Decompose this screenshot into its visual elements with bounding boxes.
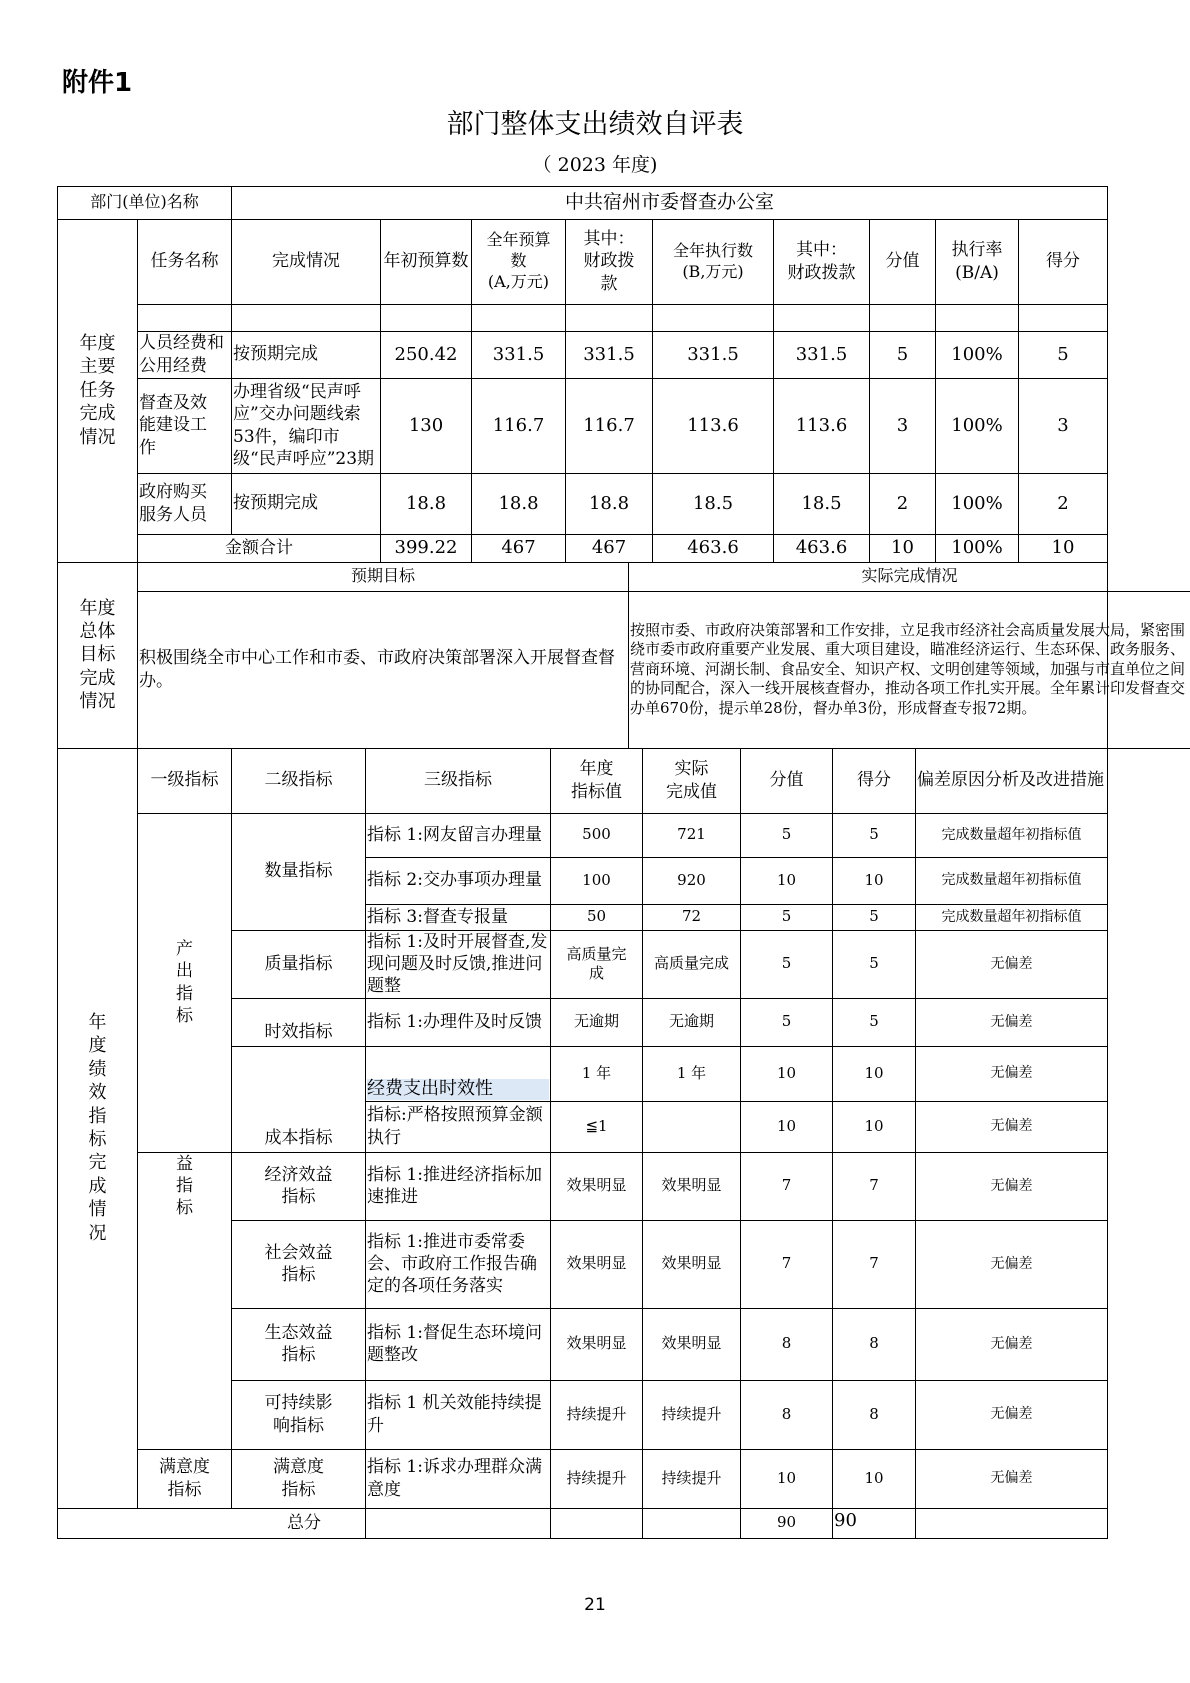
- table-rule: [642, 748, 643, 1539]
- task-row-1-task-name: 人员经费和 公用经费: [139, 333, 224, 376]
- indicator-row-12-weight: 10: [776, 1468, 797, 1487]
- actual-completion-header: 实际完成情况: [861, 566, 958, 586]
- main-tasks-section-label: 年度 主要 任务 完成 情况: [79, 333, 116, 448]
- table-rule: [471, 219, 472, 535]
- indicator-row-1-indicator: 指标 1:网友留言办理量: [367, 824, 542, 845]
- indicator-row-11-score: 8: [869, 1404, 879, 1423]
- table-rule: [57, 1538, 1108, 1539]
- indicator-row-12-deviation: 无偏差: [990, 1470, 1033, 1487]
- indicator-header-level3: 三级指标: [424, 770, 492, 791]
- indicator-row-2-actual: 920: [677, 870, 706, 889]
- indicator-row-1-actual: 721: [677, 825, 706, 844]
- task-row-3-annual-budget-fiscal: 18.8: [588, 492, 630, 514]
- indicator-row-7-target: ≦1: [585, 1116, 608, 1135]
- indicator-row-7-weight: 10: [776, 1116, 797, 1135]
- page-number: 21: [584, 1595, 606, 1615]
- indicator-row-8-target: 效果明显: [566, 1176, 627, 1195]
- task-row-3-score: 2: [1057, 492, 1069, 514]
- table-rule: [915, 748, 916, 1539]
- indicator-header-deviation-analysis: 偏差原因分析及改进措施: [917, 770, 1104, 791]
- header-score-weight: 分值: [885, 251, 920, 272]
- indicator-row-1-deviation: 完成数量超年初指标值: [941, 826, 1082, 843]
- header-execution-fiscal: 其中： 财政拨款: [787, 240, 856, 283]
- expected-goal-text: 积极围绕全市中心工作和市委、市政府决策部署深入开展督查督办。: [139, 648, 615, 691]
- indicator-row-1-weight: 5: [781, 825, 792, 844]
- table-rule: [652, 219, 653, 535]
- task-row-2-task-name: 督查及效 能建设工 作: [139, 393, 207, 458]
- performance-section-label: 年 度 绩 效 指 标 完 成 情 况: [88, 1012, 107, 1244]
- task-row-2-initial-budget: 130: [408, 414, 444, 436]
- header-annual-budget-fiscal: 其中： 财政拨 款: [583, 229, 635, 294]
- header-completion: 完成情况: [272, 251, 340, 272]
- table-rule: [869, 219, 870, 535]
- table-rule: [565, 534, 566, 563]
- indicator-row-10-score: 8: [869, 1334, 879, 1353]
- indicator-row-6-actual: 1 年: [676, 1063, 707, 1082]
- task-row-3-score-weight: 2: [896, 492, 909, 514]
- indicator-row-3-deviation: 完成数量超年初指标值: [941, 908, 1082, 925]
- total-score-weight: 90: [776, 1513, 797, 1532]
- indicator-row-6-weight: 10: [776, 1063, 797, 1082]
- table-rule: [935, 534, 936, 563]
- task-row-1-annual-budget: 331.5: [492, 343, 545, 365]
- indicator-row-3-actual: 72: [681, 907, 702, 926]
- indicator-row-5-deviation: 无偏差: [990, 1013, 1033, 1030]
- table-rule: [550, 748, 551, 1539]
- level2-timeliness: 时效指标: [264, 1021, 333, 1042]
- task-row-2-annual-execution: 113.6: [687, 414, 739, 436]
- total-execution-rate: 100%: [951, 537, 1003, 559]
- header-score: 得分: [1046, 251, 1080, 272]
- task-row-1-annual-execution: 331.5: [687, 343, 739, 365]
- indicator-row-8-deviation: 无偏差: [990, 1177, 1033, 1194]
- table-rule: [935, 219, 936, 535]
- total-score: 10: [1051, 537, 1075, 559]
- indicator-row-10-indicator: 指标 1:督促生态环境问题整改: [367, 1322, 542, 1365]
- table-rule: [137, 748, 138, 1509]
- total-execution-fiscal: 463.6: [795, 537, 848, 559]
- task-row-1-initial-budget: 250.42: [394, 343, 458, 365]
- header-initial-budget: 年初预算数: [383, 251, 469, 272]
- indicator-row-2-score: 10: [864, 870, 884, 889]
- indicator-row-2-target: 100: [582, 870, 611, 889]
- indicator-row-5-actual: 无逾期: [668, 1012, 714, 1031]
- indicator-row-8-indicator: 指标 1:推进经济指标加速推进: [367, 1164, 542, 1207]
- indicator-row-11-target: 持续提升: [566, 1404, 627, 1423]
- task-row-3-annual-budget: 18.8: [498, 492, 539, 514]
- task-row-3-initial-budget: 18.8: [405, 492, 447, 514]
- indicator-row-7-score: 10: [864, 1116, 884, 1135]
- table-rule: [231, 186, 232, 220]
- page-title: 部门整体支出绩效自评表: [446, 109, 744, 140]
- task-row-1-score-weight: 5: [896, 343, 909, 365]
- indicator-row-7-actual: [644, 1102, 739, 1151]
- level2-economic: 经济效益 指标: [264, 1164, 333, 1207]
- table-rule: [565, 219, 566, 535]
- indicator-row-6-score: 10: [864, 1063, 884, 1082]
- task-row-3-task-name: 政府购买 服务人员: [139, 482, 207, 525]
- indicator-row-12-actual: 持续提升: [661, 1468, 722, 1487]
- indicator-row-11-weight: 8: [781, 1404, 792, 1423]
- level1-satisfaction: 满意度 指标: [159, 1457, 210, 1500]
- indicator-header-actual-value: 实际 完成值: [666, 759, 717, 802]
- indicator-row-11-deviation: 无偏差: [990, 1406, 1033, 1423]
- task-row-3-execution-rate: 100%: [951, 492, 1003, 514]
- task-row-1-execution-rate: 100%: [951, 343, 1003, 365]
- level2-social: 社会效益 指标: [264, 1242, 333, 1285]
- overall-goal-section-label: 年度 总体 目标 完成 情况: [79, 597, 116, 713]
- table-rule: [652, 534, 653, 563]
- total-annual-budget-fiscal: 467: [591, 537, 627, 559]
- indicator-row-12-score: 10: [864, 1468, 884, 1487]
- indicator-row-12-target: 持续提升: [566, 1468, 627, 1487]
- task-row-2-score: 3: [1057, 414, 1069, 436]
- indicator-row-5-weight: 5: [781, 1012, 792, 1031]
- indicator-row-7-deviation: 无偏差: [990, 1118, 1033, 1135]
- level1-benefit: 益 指 标: [176, 1154, 193, 1219]
- indicator-row-1-score: 5: [869, 825, 879, 844]
- total-score-weight: 10: [891, 537, 914, 559]
- indicator-row-2-indicator: 指标 2:交办事项办理量: [367, 870, 542, 891]
- indicator-row-6-deviation: 无偏差: [990, 1065, 1033, 1082]
- indicator-row-4-score: 5: [869, 954, 879, 973]
- table-rule: [832, 748, 833, 1539]
- indicator-header-level1: 一级指标: [150, 770, 219, 791]
- table-rule: [471, 534, 472, 563]
- indicator-row-12-indicator: 指标 1:诉求办理群众满意度: [367, 1457, 542, 1500]
- indicator-row-8-actual: 效果明显: [661, 1176, 722, 1195]
- total-amount-label: 金额合计: [225, 537, 293, 558]
- task-row-1-score: 5: [1057, 343, 1069, 365]
- table-rule: [365, 748, 366, 1539]
- indicator-row-8-score: 7: [869, 1176, 879, 1195]
- indicator-row-5-score: 5: [869, 1012, 879, 1031]
- total-annual-budget: 467: [501, 537, 536, 559]
- indicator-row-9-target: 效果明显: [566, 1254, 627, 1273]
- task-row-1-completion: 按预期完成: [233, 344, 318, 365]
- year-label: （ 2023 年度): [532, 154, 658, 176]
- indicator-header-level2: 二级指标: [264, 770, 333, 791]
- task-row-2-execution-fiscal: 113.6: [795, 414, 848, 436]
- indicator-header-score: 得分: [857, 770, 891, 791]
- indicator-row-3-weight: 5: [781, 907, 792, 926]
- level2-quality: 质量指标: [264, 953, 333, 974]
- indicator-row-9-actual: 效果明显: [661, 1254, 722, 1273]
- indicator-row-5-indicator: 指标 1:办理件及时反馈: [367, 1011, 542, 1032]
- header-task-name: 任务名称: [150, 251, 219, 272]
- indicator-row-10-actual: 效果明显: [661, 1334, 722, 1353]
- total-initial-budget: 399.22: [394, 537, 458, 559]
- task-row-1-execution-fiscal: 331.5: [795, 343, 848, 365]
- level2-satisfaction: 满意度 指标: [273, 1457, 324, 1500]
- indicator-row-6-target: 1 年: [581, 1063, 612, 1082]
- indicator-header-annual-target: 年度 指标值: [571, 759, 622, 802]
- table-rule: [1018, 534, 1019, 563]
- indicator-row-11-actual: 持续提升: [661, 1404, 722, 1423]
- indicator-row-10-deviation: 无偏差: [990, 1335, 1033, 1352]
- indicator-row-10-weight: 8: [781, 1334, 792, 1353]
- table-rule: [137, 219, 138, 563]
- header-annual-budget: 全年预算 数 (A,万元): [486, 230, 551, 291]
- task-row-2-annual-budget-fiscal: 116.7: [583, 414, 635, 436]
- total-score-value: 90: [834, 1510, 857, 1531]
- task-row-3-annual-execution: 18.5: [692, 492, 734, 514]
- indicator-row-7-indicator: 指标:严格按照预算金额执行: [367, 1105, 543, 1148]
- indicator-row-4-weight: 5: [781, 954, 792, 973]
- indicator-row-11-indicator: 指标 1 机关效能持续提升: [367, 1393, 542, 1436]
- table-rule: [231, 748, 232, 1509]
- indicator-row-4-target: 高质量完 成: [566, 944, 627, 982]
- task-row-3-completion: 按预期完成: [233, 493, 318, 514]
- actual-completion-text: 按照市委、市政府决策部署和工作安排，立足我市经济社会高质量发展大局，紧密围绕市委市政府重要产业发展、重大项目建设，瞄准经济运行、生态环保、政务服务、营商环境、河湖长制、食品安全、知识产权、文明创建等领域，加强与市直单位之间的协同配合，深入一线开展核查督办，推动各项工作扎实开展。全年累计印发督查交办单670份，提示单28份，督办单3份，形成督查专报72期。: [630, 620, 1186, 717]
- task-row-2-score-weight: 3: [896, 414, 909, 436]
- level1-output: 产 出 指 标: [176, 939, 193, 1026]
- unit-name-value: 中共宿州市委督查办公室: [564, 191, 774, 214]
- level2-ecological: 生态效益 指标: [264, 1322, 333, 1365]
- table-rule: [1018, 219, 1019, 535]
- table-rule: [869, 534, 870, 563]
- table-rule: [380, 219, 381, 535]
- total-annual-execution: 463.6: [687, 537, 739, 559]
- indicator-row-9-weight: 7: [781, 1254, 792, 1273]
- indicator-row-3-score: 5: [869, 907, 879, 926]
- table-rule: [57, 186, 58, 1539]
- indicator-row-9-score: 7: [869, 1254, 879, 1273]
- task-row-3-execution-fiscal: 18.5: [801, 492, 842, 514]
- table-rule: [773, 534, 774, 563]
- indicator-row-4-indicator: 指标 1:及时开展督查,发现问题及时反馈,推进问题整: [367, 931, 548, 997]
- table-rule: [1107, 748, 1108, 1539]
- indicator-row-2-weight: 10: [776, 870, 797, 889]
- indicator-row-2-deviation: 完成数量超年初指标值: [941, 872, 1082, 889]
- indicator-row-8-weight: 7: [781, 1176, 792, 1195]
- table-rule: [740, 748, 741, 1539]
- indicator-row-9-indicator: 指标 1:推进市委常委会、市政府工作报告确定的各项任务落实: [367, 1231, 537, 1297]
- table-rule: [231, 219, 232, 535]
- level2-sustainable: 可持续影 响指标: [264, 1393, 333, 1436]
- indicator-row-4-actual: 高质量完成: [653, 954, 729, 973]
- header-annual-execution: 全年执行数 (B,万元): [672, 240, 753, 281]
- indicator-row-1-target: 500: [582, 825, 611, 844]
- task-row-2-completion: 办理省级“民声呼应”交办问题线索53件，编印市级“民声呼应”23期: [233, 382, 375, 469]
- header-execution-rate: 执行率 (B/A): [951, 240, 1003, 283]
- task-row-1-annual-budget-fiscal: 331.5: [583, 343, 635, 365]
- indicator-row-4-deviation: 无偏差: [990, 955, 1033, 972]
- total-score-label: 总分: [287, 1512, 321, 1533]
- indicator-header-score-weight: 分值: [769, 770, 804, 791]
- level2-cost: 成本指标: [264, 1127, 333, 1148]
- level2-quantity: 数量指标: [264, 861, 333, 882]
- task-row-2-annual-budget: 116.7: [492, 414, 545, 436]
- task-row-2-execution-rate: 100%: [951, 414, 1003, 436]
- unit-name-label: 部门(单位)名称: [90, 192, 199, 212]
- indicator-row-6-indicator: 经费支出时效性: [367, 1047, 549, 1100]
- expected-goal-header: 预期目标: [350, 566, 415, 586]
- indicator-row-5-target: 无逾期: [573, 1012, 619, 1031]
- indicator-row-3-indicator: 指标 3:督查专报量: [367, 906, 508, 927]
- indicator-row-3-target: 50: [586, 907, 607, 926]
- attachment-label: 附件1: [62, 68, 133, 98]
- indicator-row-9-deviation: 无偏差: [990, 1255, 1033, 1272]
- table-rule: [380, 534, 381, 563]
- table-rule: [773, 219, 774, 535]
- indicator-row-10-target: 效果明显: [566, 1334, 627, 1353]
- table-rule: [137, 304, 1108, 305]
